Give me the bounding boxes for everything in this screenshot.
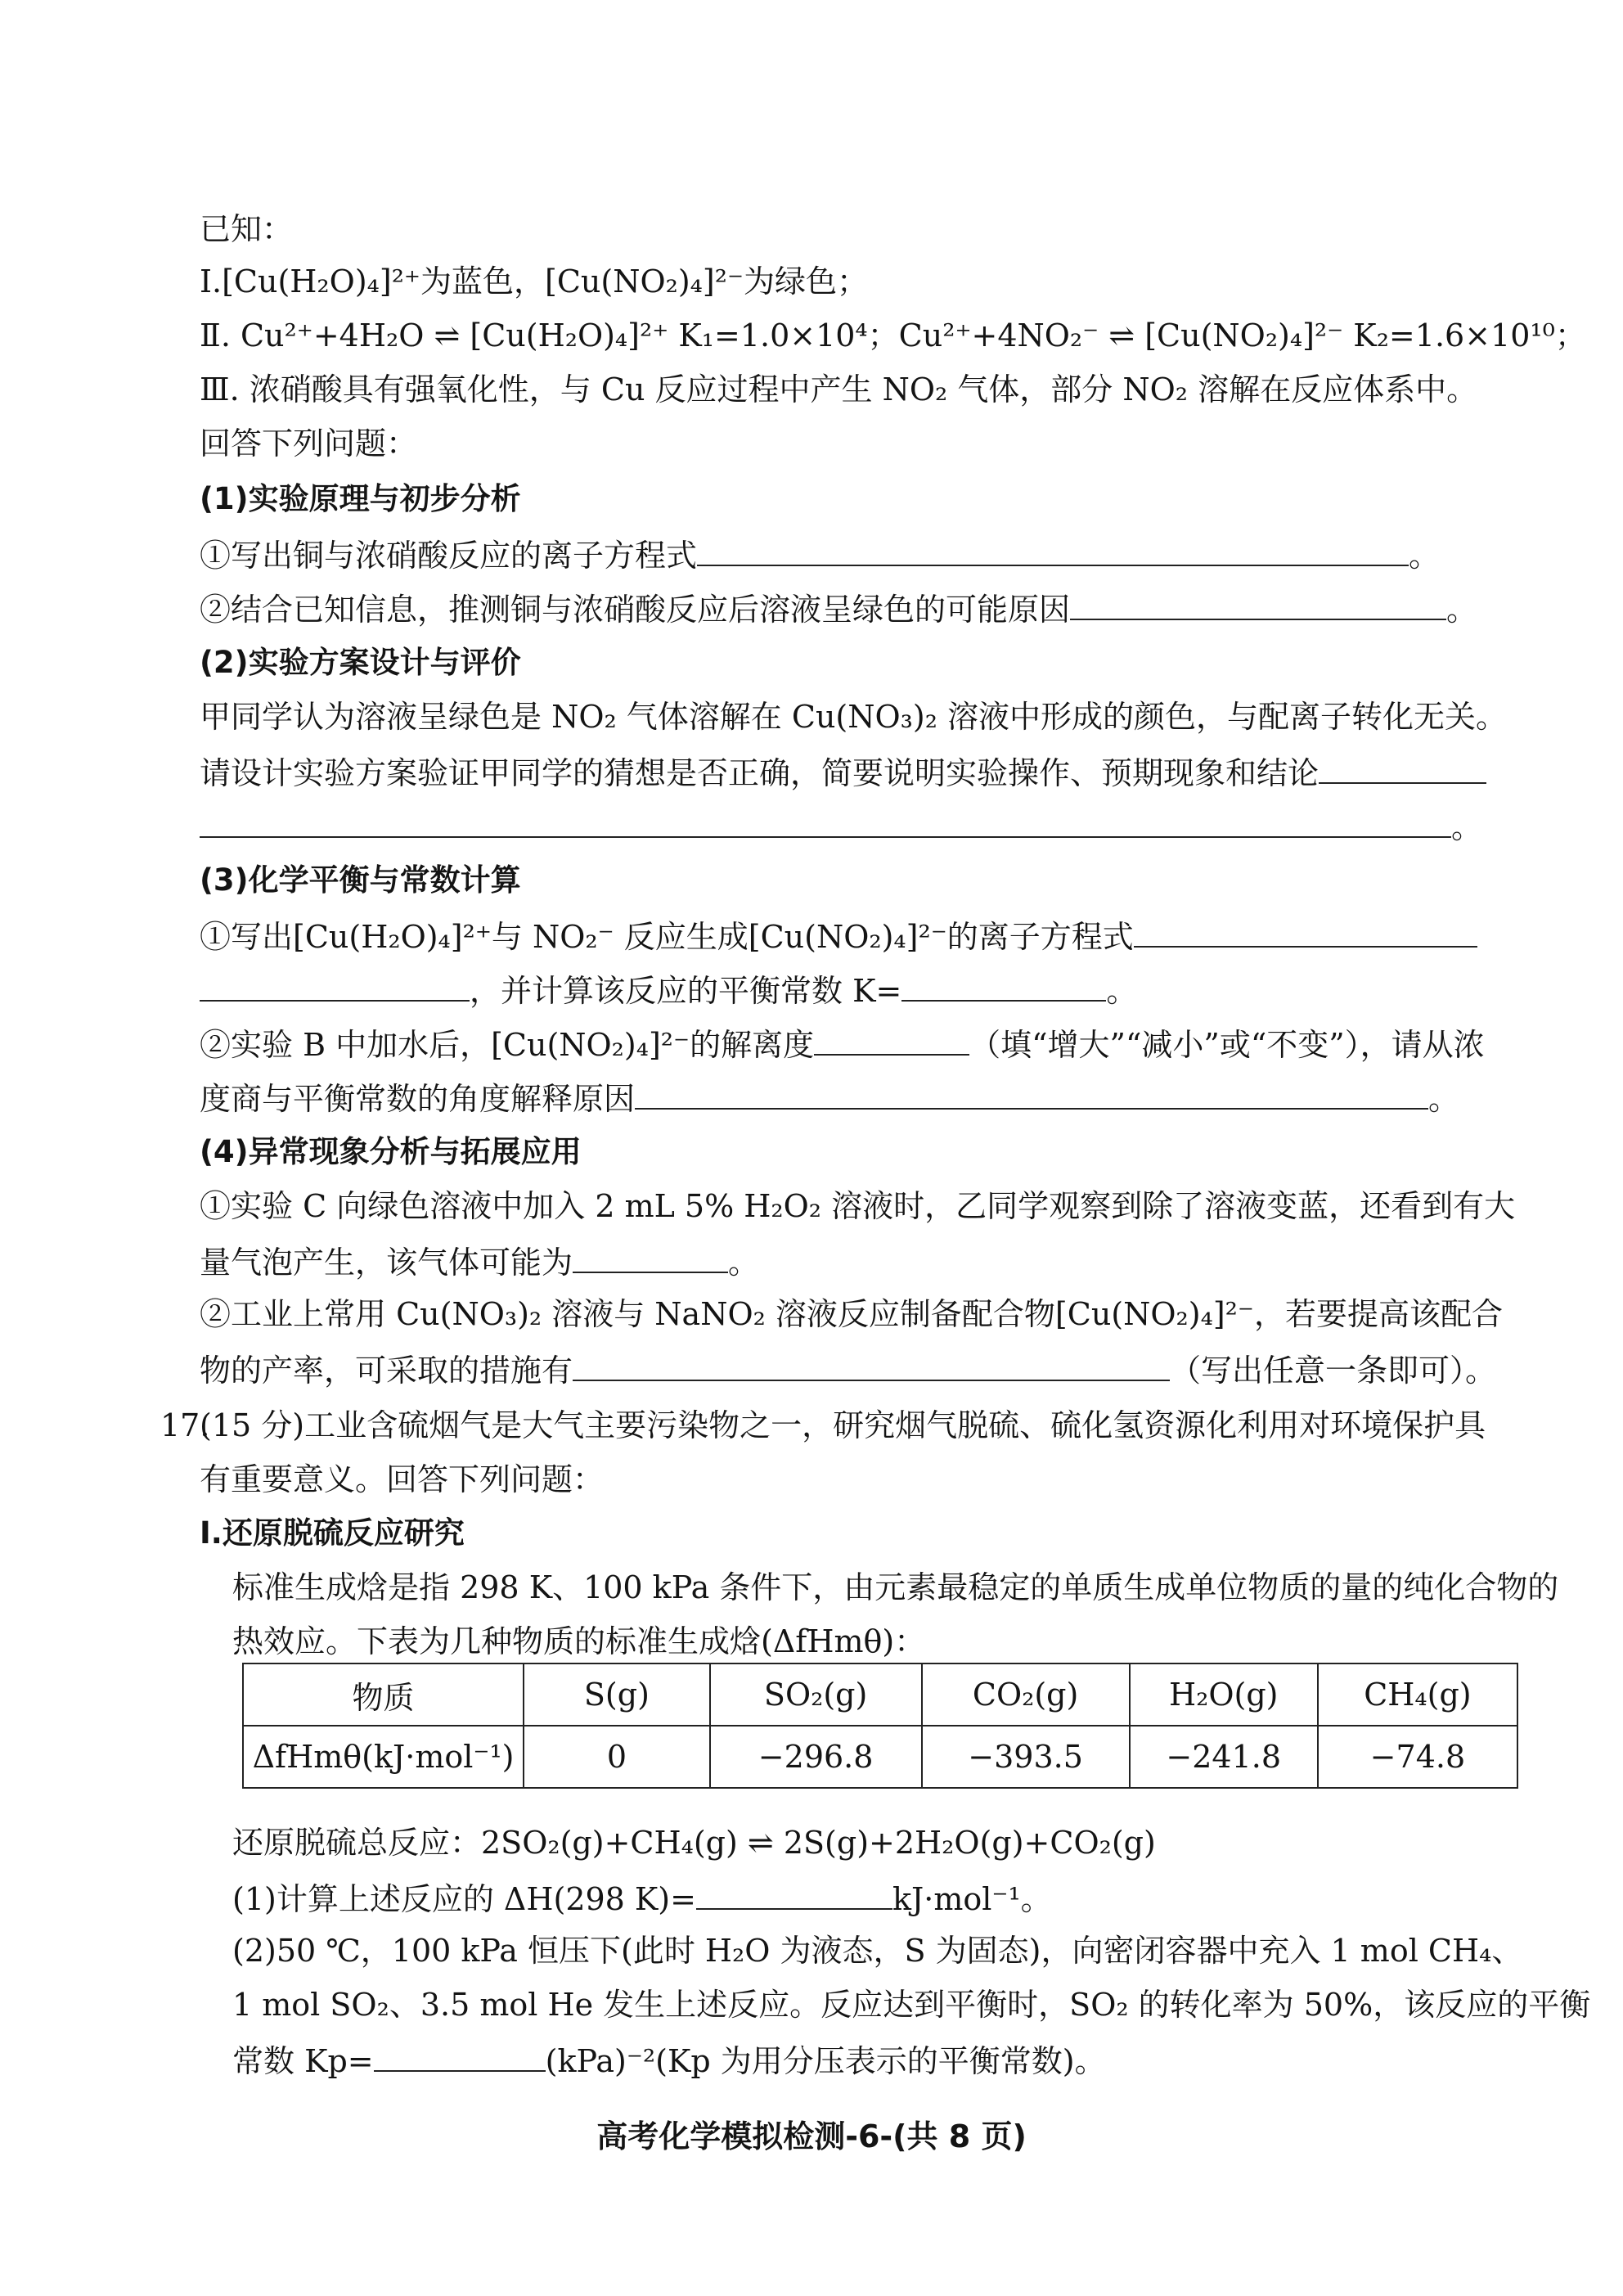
question-3b-text-2: 度商与平衡常数的角度解释原因 (200, 1081, 636, 1117)
enthalpy-table (242, 1663, 1518, 1789)
question-17-intro-text: (15 分)工业含硫烟气是大气主要污染物之一，研究烟气脱硫、硫化氢资源化利用对环境保护具 (200, 1407, 1486, 1443)
known-item-1: Ⅰ.[Cu(H₂O)₄]²⁺为蓝色，[Cu(NO₂)₄]²⁻为绿色； (200, 263, 869, 299)
question-17-number: 17. (160, 1407, 210, 1443)
section-3-title: (3)化学平衡与常数计算 (200, 862, 521, 898)
period-mark: 。 (1106, 973, 1138, 1009)
table-header-cell: S(g) (524, 1663, 710, 1726)
answer-prompt: 回答下列问题： (200, 425, 418, 461)
definition-line-1: 标准生成焓是指 298 K、100 kPa 条件下，由元素最稳定的单质生成单位物质的量的纯化合物的 (232, 1569, 1559, 1605)
question-4a-text: 量气泡产生，该气体可能为 (200, 1245, 573, 1281)
question-17-1-unit: kJ·mol⁻¹。 (892, 1881, 1052, 1917)
answer-blank-17-2[interactable] (374, 2037, 546, 2072)
question-1b (200, 586, 1476, 631)
period-mark: 。 (1428, 1081, 1460, 1117)
section-2-answer-line (200, 804, 1483, 849)
answer-blank-3a-equation[interactable] (1134, 913, 1477, 948)
question-17-intro-1 (160, 1404, 1486, 1447)
answer-blank-1a[interactable] (697, 532, 1409, 566)
question-4b-tail: （写出任意一条即可）。 (1170, 1353, 1497, 1389)
period-mark: 。 (1409, 538, 1441, 574)
question-3a-line2 (200, 967, 1476, 1012)
table-cell: −393.5 (922, 1726, 1130, 1788)
known-item-3: Ⅲ. 浓硝酸具有强氧化性，与 Cu 反应过程中产生 NO₂ 气体，部分 NO₂ 溶解在反应体系中。 (200, 371, 1478, 407)
table-header-row (243, 1663, 1517, 1726)
section-2-text-1: 甲同学认为溶液呈绿色是 NO₂ 气体溶解在 Cu(NO₃)₂ 溶液中形成的颜色，与配离子转化无关。 (200, 699, 1508, 735)
question-17-2-line2: 1 mol SO₂、3.5 mol He 发生上述反应。反应达到平衡时，SO₂ 的转化率为 50%，该反应的平衡 (232, 1987, 1591, 2023)
question-3a-line1 (200, 913, 1476, 958)
answer-blank-3a-equation-cont[interactable] (200, 967, 470, 1002)
question-17-intro-2: 有重要意义。回答下列问题： (200, 1461, 605, 1497)
table-row-label: ΔfHmθ(kJ·mol⁻¹) (243, 1726, 524, 1788)
known-heading: 已知： (200, 211, 294, 247)
answer-blank-2b[interactable] (200, 804, 1451, 838)
answer-blank-1b[interactable] (1070, 586, 1446, 620)
question-17-2-tail: (kPa)⁻²(Kp 为用分压表示的平衡常数)。 (545, 2043, 1106, 2079)
period-mark: 。 (1451, 809, 1483, 845)
question-3b-line2 (200, 1075, 1476, 1120)
question-17-2-line1: (2)50 ℃，100 kPa 恒压下(此时 H₂O 为液态，S 为固态)，向密闭容器中充入 1 mol CH₄、 (232, 1933, 1523, 1969)
answer-blank-3b[interactable] (814, 1021, 969, 1056)
table-cell: −296.8 (710, 1726, 922, 1788)
question-4b-line2 (200, 1347, 1497, 1392)
table-header-cell: SO₂(g) (710, 1663, 922, 1726)
section-2-text-2 (200, 750, 1476, 795)
period-mark: 。 (1446, 592, 1478, 628)
question-1b-text: ②结合已知信息，推测铜与浓硝酸反应后溶液呈绿色的可能原因 (200, 592, 1071, 628)
question-3a-text: ①写出[Cu(H₂O)₄]²⁺与 NO₂⁻ 反应生成[Cu(NO₂)₄]²⁻的离子方程式 (200, 919, 1134, 955)
question-4b-text: 物的产率，可采取的措施有 (200, 1353, 573, 1389)
section-1-title: (1)实验原理与初步分析 (200, 481, 521, 516)
question-4a-line1: ①实验 C 向绿色溶液中加入 2 mL 5% H₂O₂ 溶液时，乙同学观察到除了溶液变蓝，还看到有大 (200, 1188, 1516, 1224)
question-4b-line1: ②工业上常用 Cu(NO₃)₂ 溶液与 NaNO₂ 溶液反应制备配合物[Cu(NO₂)₄]²⁻，若要提高该配合 (200, 1296, 1503, 1332)
table-row (243, 1726, 1517, 1788)
answer-blank-3a-k[interactable] (901, 967, 1106, 1002)
period-mark: 。 (728, 1245, 760, 1281)
section-2-title: (2)实验方案设计与评价 (200, 645, 521, 680)
table-header-cell: 物质 (243, 1663, 524, 1726)
part-1-title: Ⅰ.还原脱硫反应研究 (200, 1515, 465, 1551)
definition-line-2: 热效应。下表为几种物质的标准生成焓(ΔfHmθ)： (232, 1623, 926, 1659)
answer-blank-4a[interactable] (573, 1239, 728, 1273)
section-4-title: (4)异常现象分析与拓展应用 (200, 1134, 582, 1169)
question-17-1-text: (1)计算上述反应的 ΔH(298 K)= (232, 1881, 696, 1917)
table-cell: −74.8 (1318, 1726, 1517, 1788)
question-17-2-line3 (232, 2037, 1508, 2082)
known-item-2: Ⅱ. Cu²⁺+4H₂O ⇌ [Cu(H₂O)₄]²⁺ K₁=1.0×10⁴；Cu²⁺+4NO₂⁻ ⇌ [Cu(NO₂)₄]²⁻ K₂=1.6×10¹⁰； (200, 317, 1586, 353)
table-header-cell: H₂O(g) (1130, 1663, 1318, 1726)
question-3b-line1 (200, 1021, 1485, 1066)
question-17-2-text: 常数 Kp= (232, 2043, 374, 2079)
question-4a-line2 (200, 1239, 1476, 1284)
page-footer: 高考化学模拟检测-6-(共 8 页) (596, 2118, 1027, 2154)
answer-blank-3b-reason[interactable] (635, 1075, 1428, 1110)
answer-blank-2a[interactable] (1319, 750, 1486, 784)
answer-blank-4b[interactable] (573, 1347, 1170, 1381)
enthalpy-table-wrap (242, 1663, 1518, 1789)
table-cell: −241.8 (1130, 1726, 1318, 1788)
question-17-1 (232, 1875, 1508, 1920)
table-header-cell: CH₄(g) (1318, 1663, 1517, 1726)
section-2-text-2-body: 请设计实验方案验证甲同学的猜想是否正确，简要说明实验操作、预期现象和结论 (200, 755, 1320, 791)
question-1a (200, 532, 1476, 577)
question-3a-k-text: ，并计算该反应的平衡常数 K= (470, 973, 902, 1009)
table-cell: 0 (524, 1726, 710, 1788)
answer-blank-17-1[interactable] (696, 1875, 892, 1910)
question-3b-tail: （填“增大”“减小”或“不变”），请从浓 (969, 1027, 1485, 1063)
question-1a-text: ①写出铜与浓硝酸反应的离子方程式 (200, 538, 698, 574)
table-header-cell: CO₂(g) (922, 1663, 1130, 1726)
reaction-equation: 还原脱硫总反应：2SO₂(g)+CH₄(g) ⇌ 2S(g)+2H₂O(g)+CO₂(g) (232, 1825, 1156, 1861)
question-3b-text: ②实验 B 中加水后，[Cu(NO₂)₄]²⁻的解离度 (200, 1027, 815, 1063)
